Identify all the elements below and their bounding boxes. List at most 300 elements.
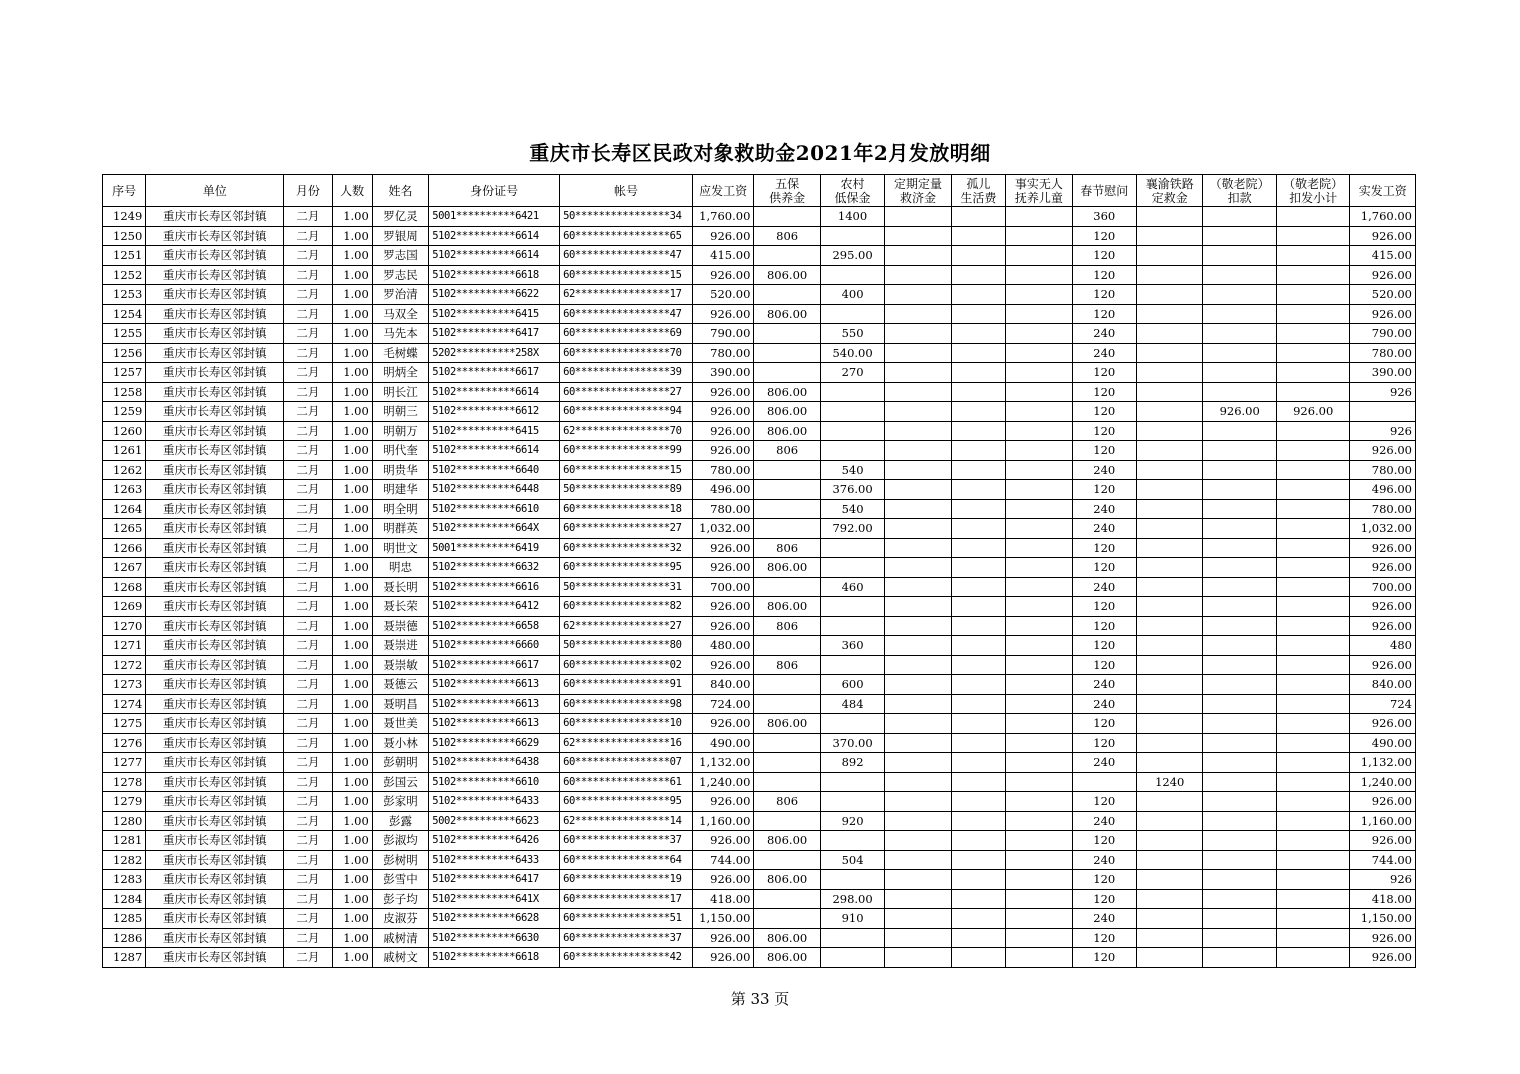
cell-month: 二月 [284, 246, 332, 266]
header-wubao-line1: 五保 [775, 176, 800, 191]
cell-month: 二月 [284, 265, 332, 285]
cell-xiangyu [1136, 207, 1202, 227]
cell-name: 聂崇敏 [372, 655, 428, 675]
cell-xiangyu [1136, 636, 1202, 656]
cell-shishi [1006, 772, 1072, 792]
cell-name: 明世文 [372, 538, 428, 558]
cell-dibao: 270 [820, 363, 884, 383]
cell-id-number: 5102**********6417 [429, 324, 560, 344]
cell-xiangyu [1136, 343, 1202, 363]
cell-due-amount: 926.00 [692, 226, 753, 246]
table-row [103, 948, 1416, 968]
cell-chunjie: 120 [1072, 733, 1136, 753]
cell-shishi [1006, 382, 1072, 402]
cell-actual-amount: 418.00 [1350, 889, 1416, 909]
cell-actual-amount: 480 [1350, 636, 1416, 656]
cell-unit: 重庆市长寿区邻封镇 [146, 753, 284, 773]
table-row [103, 343, 1416, 363]
cell-seq: 1265 [103, 519, 146, 539]
cell-shishi [1006, 870, 1072, 890]
cell-name: 罗银周 [372, 226, 428, 246]
cell-dingqi [885, 753, 951, 773]
cell-wubao [754, 577, 820, 597]
cell-name: 明忠 [372, 558, 428, 578]
cell-dingqi [885, 811, 951, 831]
table-row [103, 753, 1416, 773]
header-jly-deduction-line2: 扣款 [1227, 190, 1252, 205]
cell-count: 1.00 [332, 636, 372, 656]
cell-due-amount: 390.00 [692, 363, 753, 383]
cell-month: 二月 [284, 226, 332, 246]
cell-unit: 重庆市长寿区邻封镇 [146, 831, 284, 851]
cell-due-amount: 840.00 [692, 675, 753, 695]
header-actual: 实发工资 [1350, 175, 1416, 207]
cell-account: 60****************95 [560, 558, 693, 578]
header-dingqi-line1: 定期定量 [894, 176, 943, 191]
cell-name: 皮淑芬 [372, 909, 428, 929]
cell-due-amount: 926.00 [692, 831, 753, 851]
cell-xiangyu [1136, 811, 1202, 831]
cell-month: 二月 [284, 285, 332, 305]
cell-guer [951, 831, 1005, 851]
cell-shishi [1006, 577, 1072, 597]
cell-jly-subtotal [1276, 772, 1350, 792]
cell-shishi [1006, 831, 1072, 851]
cell-dingqi [885, 538, 951, 558]
cell-chunjie: 120 [1072, 889, 1136, 909]
cell-chunjie: 120 [1072, 402, 1136, 422]
cell-chunjie: 240 [1072, 675, 1136, 695]
cell-dingqi [885, 207, 951, 227]
cell-count: 1.00 [332, 772, 372, 792]
cell-seq: 1262 [103, 460, 146, 480]
cell-chunjie: 120 [1072, 421, 1136, 441]
cell-account: 60****************99 [560, 441, 693, 461]
cell-actual-amount: 1,032.00 [1350, 519, 1416, 539]
cell-account: 60****************47 [560, 304, 693, 324]
cell-xiangyu [1136, 733, 1202, 753]
cell-jly-subtotal [1276, 324, 1350, 344]
cell-due-amount: 926.00 [692, 792, 753, 812]
cell-actual-amount: 926.00 [1350, 265, 1416, 285]
cell-due-amount: 490.00 [692, 733, 753, 753]
cell-chunjie: 120 [1072, 363, 1136, 383]
cell-shishi [1006, 850, 1072, 870]
cell-shishi [1006, 519, 1072, 539]
cell-shishi [1006, 460, 1072, 480]
header-id: 身份证号 [429, 175, 560, 207]
cell-wubao [754, 363, 820, 383]
cell-month: 二月 [284, 675, 332, 695]
cell-jly-subtotal [1276, 928, 1350, 948]
cell-name: 彭家明 [372, 792, 428, 812]
cell-dibao [820, 772, 884, 792]
cell-guer [951, 246, 1005, 266]
cell-shishi [1006, 285, 1072, 305]
cell-shishi [1006, 753, 1072, 773]
cell-name: 戚树清 [372, 928, 428, 948]
cell-jly-deduction [1203, 441, 1277, 461]
cell-jly-subtotal [1276, 519, 1350, 539]
cell-unit: 重庆市长寿区邻封镇 [146, 694, 284, 714]
cell-actual-amount: 926.00 [1350, 226, 1416, 246]
cell-unit: 重庆市长寿区邻封镇 [146, 909, 284, 929]
cell-xiangyu [1136, 694, 1202, 714]
cell-name: 彭树明 [372, 850, 428, 870]
cell-shishi [1006, 558, 1072, 578]
cell-jly-deduction [1203, 694, 1277, 714]
table-row [103, 538, 1416, 558]
cell-chunjie: 240 [1072, 694, 1136, 714]
cell-shishi [1006, 811, 1072, 831]
cell-dibao: 400 [820, 285, 884, 305]
cell-id-number: 5102**********6613 [429, 694, 560, 714]
cell-xiangyu [1136, 499, 1202, 519]
cell-guer [951, 519, 1005, 539]
cell-seq: 1277 [103, 753, 146, 773]
cell-wubao: 806.00 [754, 597, 820, 617]
cell-chunjie: 120 [1072, 538, 1136, 558]
cell-wubao: 806 [754, 655, 820, 675]
cell-actual-amount: 520.00 [1350, 285, 1416, 305]
cell-jly-deduction [1203, 597, 1277, 617]
cell-jly-subtotal [1276, 714, 1350, 734]
cell-due-amount: 926.00 [692, 402, 753, 422]
table-row [103, 675, 1416, 695]
cell-account: 50****************34 [560, 207, 693, 227]
cell-due-amount: 780.00 [692, 460, 753, 480]
cell-shishi [1006, 714, 1072, 734]
cell-xiangyu [1136, 928, 1202, 948]
cell-guer [951, 675, 1005, 695]
cell-unit: 重庆市长寿区邻封镇 [146, 402, 284, 422]
cell-dibao [820, 928, 884, 948]
cell-actual-amount: 1,240.00 [1350, 772, 1416, 792]
cell-month: 二月 [284, 792, 332, 812]
cell-count: 1.00 [332, 441, 372, 461]
cell-unit: 重庆市长寿区邻封镇 [146, 811, 284, 831]
cell-name: 聂世美 [372, 714, 428, 734]
cell-count: 1.00 [332, 948, 372, 968]
cell-chunjie: 120 [1072, 948, 1136, 968]
cell-chunjie: 120 [1072, 597, 1136, 617]
cell-due-amount: 700.00 [692, 577, 753, 597]
cell-dibao [820, 831, 884, 851]
cell-jly-subtotal [1276, 870, 1350, 890]
cell-dingqi [885, 460, 951, 480]
cell-due-amount: 1,132.00 [692, 753, 753, 773]
cell-dingqi [885, 480, 951, 500]
cell-id-number: 5102**********6628 [429, 909, 560, 929]
table-row [103, 499, 1416, 519]
cell-month: 二月 [284, 733, 332, 753]
cell-dibao: 1400 [820, 207, 884, 227]
cell-dibao: 360 [820, 636, 884, 656]
cell-due-amount: 926.00 [692, 948, 753, 968]
cell-due-amount: 926.00 [692, 928, 753, 948]
cell-jly-deduction [1203, 226, 1277, 246]
cell-chunjie: 120 [1072, 714, 1136, 734]
header-guer [951, 175, 1005, 207]
cell-jly-subtotal [1276, 850, 1350, 870]
cell-actual-amount: 926.00 [1350, 538, 1416, 558]
cell-month: 二月 [284, 207, 332, 227]
cell-xiangyu [1136, 675, 1202, 695]
cell-count: 1.00 [332, 382, 372, 402]
cell-account: 60****************70 [560, 343, 693, 363]
cell-due-amount: 1,240.00 [692, 772, 753, 792]
cell-count: 1.00 [332, 460, 372, 480]
table-row [103, 655, 1416, 675]
cell-dibao [820, 226, 884, 246]
cell-jly-deduction [1203, 675, 1277, 695]
cell-actual-amount: 926.00 [1350, 948, 1416, 968]
header-seq: 序号 [103, 175, 146, 207]
cell-dibao [820, 265, 884, 285]
cell-seq: 1251 [103, 246, 146, 266]
cell-id-number: 5102**********6614 [429, 246, 560, 266]
cell-unit: 重庆市长寿区邻封镇 [146, 421, 284, 441]
table-row [103, 811, 1416, 831]
cell-jly-deduction [1203, 382, 1277, 402]
cell-chunjie: 240 [1072, 753, 1136, 773]
cell-chunjie: 240 [1072, 577, 1136, 597]
cell-dibao: 540 [820, 499, 884, 519]
cell-due-amount: 926.00 [692, 616, 753, 636]
header-xiangyu [1136, 175, 1202, 207]
cell-shishi [1006, 889, 1072, 909]
table-row [103, 694, 1416, 714]
cell-guer [951, 753, 1005, 773]
cell-name: 明代奎 [372, 441, 428, 461]
cell-due-amount: 926.00 [692, 558, 753, 578]
header-wubao-line2: 供养金 [769, 190, 806, 205]
cell-month: 二月 [284, 811, 332, 831]
cell-xiangyu [1136, 538, 1202, 558]
cell-account: 60****************82 [560, 597, 693, 617]
cell-month: 二月 [284, 363, 332, 383]
cell-chunjie [1072, 772, 1136, 792]
cell-jly-subtotal [1276, 811, 1350, 831]
cell-dibao: 550 [820, 324, 884, 344]
cell-month: 二月 [284, 753, 332, 773]
cell-account: 60****************64 [560, 850, 693, 870]
cell-xiangyu [1136, 753, 1202, 773]
header-dingqi-line2: 救济金 [900, 190, 937, 205]
cell-unit: 重庆市长寿区邻封镇 [146, 304, 284, 324]
cell-unit: 重庆市长寿区邻封镇 [146, 519, 284, 539]
cell-count: 1.00 [332, 304, 372, 324]
cell-count: 1.00 [332, 265, 372, 285]
cell-dibao: 376.00 [820, 480, 884, 500]
cell-account: 60****************94 [560, 402, 693, 422]
cell-guer [951, 207, 1005, 227]
cell-xiangyu [1136, 421, 1202, 441]
cell-actual-amount: 926 [1350, 870, 1416, 890]
cell-id-number: 5102**********6622 [429, 285, 560, 305]
cell-xiangyu [1136, 577, 1202, 597]
cell-jly-subtotal [1276, 499, 1350, 519]
cell-id-number: 5102**********6610 [429, 772, 560, 792]
cell-actual-amount: 790.00 [1350, 324, 1416, 344]
cell-dingqi [885, 675, 951, 695]
cell-guer [951, 382, 1005, 402]
cell-id-number: 5102**********6415 [429, 304, 560, 324]
cell-month: 二月 [284, 402, 332, 422]
cell-account: 62****************16 [560, 733, 693, 753]
cell-seq: 1270 [103, 616, 146, 636]
cell-count: 1.00 [332, 616, 372, 636]
cell-shishi [1006, 636, 1072, 656]
cell-actual-amount: 926.00 [1350, 616, 1416, 636]
cell-jly-deduction [1203, 324, 1277, 344]
cell-jly-subtotal [1276, 421, 1350, 441]
cell-unit: 重庆市长寿区邻封镇 [146, 226, 284, 246]
cell-actual-amount: 926.00 [1350, 714, 1416, 734]
cell-dingqi [885, 441, 951, 461]
cell-chunjie: 240 [1072, 343, 1136, 363]
cell-dibao: 484 [820, 694, 884, 714]
cell-wubao [754, 285, 820, 305]
cell-id-number: 5202**********258X [429, 343, 560, 363]
cell-xiangyu [1136, 558, 1202, 578]
header-dibao-line2: 低保金 [834, 190, 871, 205]
cell-name: 罗亿灵 [372, 207, 428, 227]
cell-dibao [820, 597, 884, 617]
cell-dibao: 892 [820, 753, 884, 773]
cell-id-number: 5102**********6617 [429, 363, 560, 383]
cell-due-amount: 520.00 [692, 285, 753, 305]
cell-shishi [1006, 441, 1072, 461]
cell-due-amount: 1,760.00 [692, 207, 753, 227]
cell-id-number: 5102**********6417 [429, 870, 560, 890]
cell-jly-subtotal [1276, 577, 1350, 597]
cell-wubao: 806 [754, 538, 820, 558]
header-guer-line1: 孤儿 [966, 176, 991, 191]
cell-dibao [820, 870, 884, 890]
cell-seq: 1285 [103, 909, 146, 929]
cell-count: 1.00 [332, 558, 372, 578]
cell-due-amount: 780.00 [692, 343, 753, 363]
cell-due-amount: 926.00 [692, 265, 753, 285]
cell-guer [951, 597, 1005, 617]
cell-month: 二月 [284, 558, 332, 578]
cell-dibao: 540 [820, 460, 884, 480]
cell-dingqi [885, 363, 951, 383]
header-chunjie: 春节慰问 [1072, 175, 1136, 207]
table-row [103, 577, 1416, 597]
cell-jly-subtotal [1276, 616, 1350, 636]
cell-jly-subtotal: 926.00 [1276, 402, 1350, 422]
header-dibao-line1: 农村 [840, 176, 865, 191]
cell-wubao [754, 246, 820, 266]
cell-dingqi [885, 772, 951, 792]
cell-chunjie: 120 [1072, 792, 1136, 812]
cell-guer [951, 538, 1005, 558]
cell-wubao: 806.00 [754, 831, 820, 851]
cell-guer [951, 343, 1005, 363]
header-xiangyu-line2: 定救金 [1151, 190, 1188, 205]
cell-seq: 1256 [103, 343, 146, 363]
cell-due-amount: 780.00 [692, 499, 753, 519]
cell-dibao [820, 655, 884, 675]
cell-chunjie: 120 [1072, 226, 1136, 246]
cell-due-amount: 926.00 [692, 382, 753, 402]
cell-account: 60****************65 [560, 226, 693, 246]
cell-dingqi [885, 831, 951, 851]
cell-account: 60****************27 [560, 382, 693, 402]
cell-shishi [1006, 928, 1072, 948]
table-header-row [103, 175, 1416, 207]
cell-unit: 重庆市长寿区邻封镇 [146, 772, 284, 792]
cell-due-amount: 926.00 [692, 421, 753, 441]
header-name: 姓名 [372, 175, 428, 207]
page-number: 第 33 页 [730, 990, 790, 1008]
cell-name: 明建华 [372, 480, 428, 500]
table-row [103, 265, 1416, 285]
cell-dibao [820, 558, 884, 578]
cell-jly-deduction [1203, 772, 1277, 792]
cell-wubao: 806.00 [754, 304, 820, 324]
cell-jly-subtotal [1276, 753, 1350, 773]
cell-unit: 重庆市长寿区邻封镇 [146, 616, 284, 636]
cell-dibao: 792.00 [820, 519, 884, 539]
cell-wubao: 806.00 [754, 382, 820, 402]
cell-shishi [1006, 304, 1072, 324]
cell-month: 二月 [284, 889, 332, 909]
cell-name: 聂崇德 [372, 616, 428, 636]
cell-month: 二月 [284, 948, 332, 968]
cell-guer [951, 948, 1005, 968]
cell-actual-amount: 926.00 [1350, 304, 1416, 324]
cell-unit: 重庆市长寿区邻封镇 [146, 948, 284, 968]
cell-account: 60****************32 [560, 538, 693, 558]
cell-count: 1.00 [332, 909, 372, 929]
cell-account: 60****************10 [560, 714, 693, 734]
cell-seq: 1283 [103, 870, 146, 890]
cell-shishi [1006, 616, 1072, 636]
cell-month: 二月 [284, 694, 332, 714]
cell-jly-subtotal [1276, 246, 1350, 266]
cell-jly-deduction [1203, 792, 1277, 812]
cell-dingqi [885, 285, 951, 305]
cell-jly-deduction [1203, 343, 1277, 363]
cell-dingqi [885, 889, 951, 909]
cell-guer [951, 694, 1005, 714]
cell-unit: 重庆市长寿区邻封镇 [146, 597, 284, 617]
cell-shishi [1006, 421, 1072, 441]
cell-id-number: 5102**********6614 [429, 226, 560, 246]
cell-dingqi [885, 655, 951, 675]
cell-seq: 1287 [103, 948, 146, 968]
cell-wubao: 806.00 [754, 714, 820, 734]
cell-xiangyu [1136, 597, 1202, 617]
cell-due-amount: 1,150.00 [692, 909, 753, 929]
cell-seq: 1259 [103, 402, 146, 422]
cell-shishi [1006, 265, 1072, 285]
cell-dibao: 295.00 [820, 246, 884, 266]
cell-seq: 1267 [103, 558, 146, 578]
cell-seq: 1281 [103, 831, 146, 851]
cell-count: 1.00 [332, 499, 372, 519]
cell-account: 62****************70 [560, 421, 693, 441]
cell-wubao [754, 343, 820, 363]
cell-account: 62****************17 [560, 285, 693, 305]
cell-xiangyu [1136, 519, 1202, 539]
cell-unit: 重庆市长寿区邻封镇 [146, 655, 284, 675]
cell-name: 罗志民 [372, 265, 428, 285]
cell-month: 二月 [284, 304, 332, 324]
